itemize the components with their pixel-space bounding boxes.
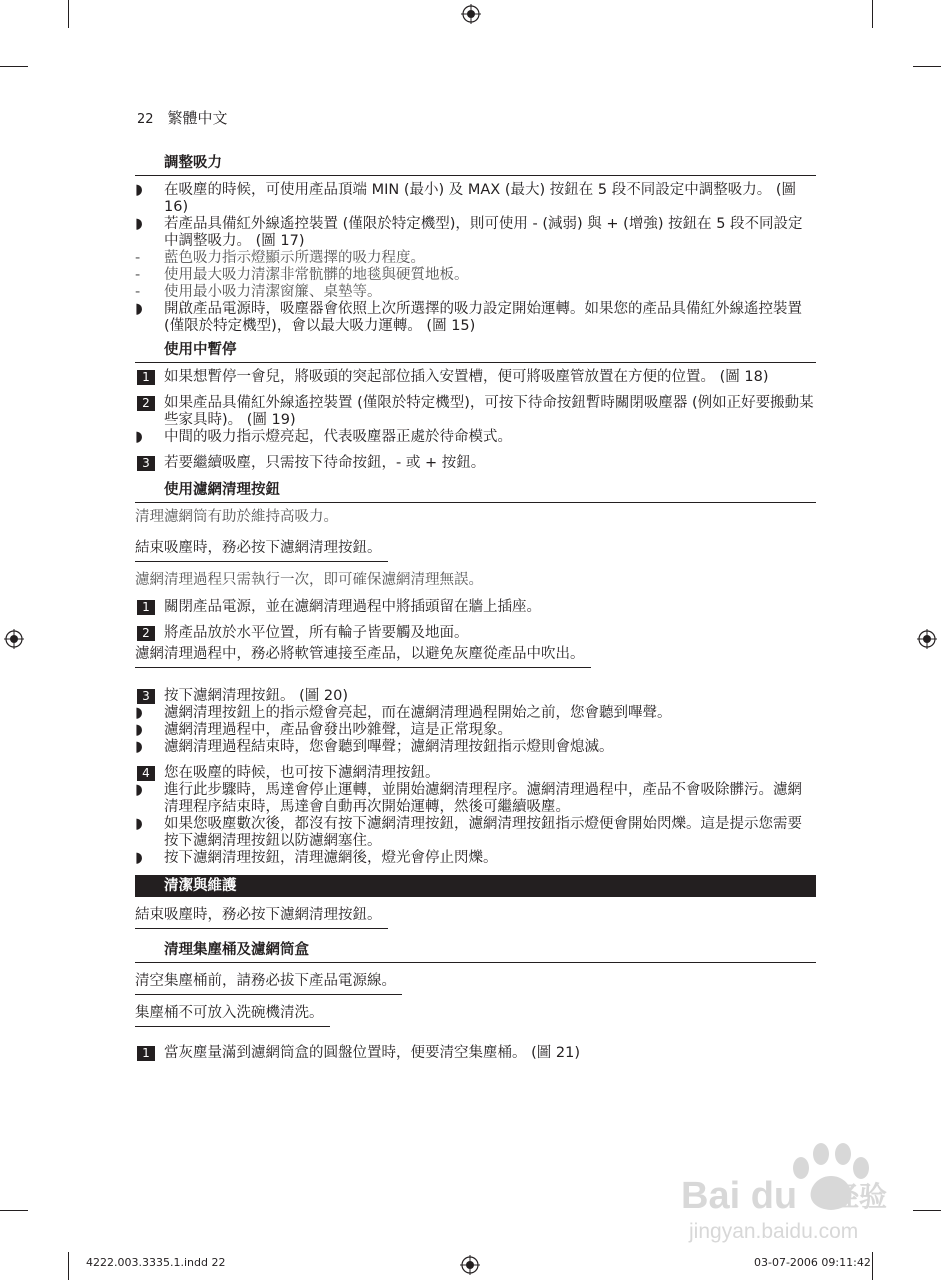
crop-mark-bottom-right-h xyxy=(913,1210,941,1211)
bullet-icon: ◗ xyxy=(135,850,143,866)
bullet-icon: ◗ xyxy=(135,782,143,798)
dash-icon: - xyxy=(135,250,141,266)
watermark-url: jingyan.baidu.com xyxy=(689,1220,859,1243)
step-number-badge: 4 xyxy=(137,766,155,781)
crop-mark-top-left-h xyxy=(0,66,28,67)
list-item: ◗ 開啟產品電源時，吸塵器會依照上次所選擇的吸力設定開始運轉。如果您的產品具備紅外線遙控裝置 (僅限於特定機型)，會以最大吸力運轉。 (圖 15) xyxy=(135,301,802,334)
step-number-badge: 2 xyxy=(137,626,155,641)
intro-text: 清理濾網筒有助於維持高吸力。 xyxy=(135,509,338,525)
crop-mark-top-right-v xyxy=(872,0,873,28)
step-item: 2 將產品放於水平位置，所有輪子皆要觸及地面。 xyxy=(135,625,816,642)
note-text: 濾網清理過程只需執行一次，即可確保濾網清理無誤。 xyxy=(135,572,483,588)
section-title-cleaning-maintenance: 清潔與維護 xyxy=(135,875,816,897)
warning-text: 結束吸塵時，務必按下濾網清理按鈕。 xyxy=(135,907,388,929)
step-number-badge: 1 xyxy=(137,370,155,385)
warning-text: 清空集塵桶前，請務必拔下產品電源線。 xyxy=(135,973,402,995)
page-header xyxy=(137,107,228,128)
dash-icon: - xyxy=(135,284,141,300)
list-item: ◗ 濾網清理過程結束時，您會聽到嗶聲；濾網清理按鈕指示燈則會熄滅。 xyxy=(135,739,614,755)
bullet-icon: ◗ xyxy=(135,182,143,198)
step-item: 4 您在吸塵的時候，也可按下濾網清理按鈕。 xyxy=(135,765,816,782)
language-title: 繁體中文 xyxy=(167,109,228,127)
section-title-pause: 使用中暫停 xyxy=(135,341,816,363)
footer-file: 4222.003.3335.1.indd 22 xyxy=(86,1256,226,1269)
list-item: - 藍色吸力指示燈顯示所選擇的吸力程度。 xyxy=(135,250,425,266)
bullet-icon: ◗ xyxy=(135,739,143,755)
document-body xyxy=(135,154,816,1062)
list-item: ◗ 按下濾網清理按鈕，清理濾網後，燈光會停止閃爍。 xyxy=(135,850,498,866)
footer-datetime: 03-07-2006 09:11:42 xyxy=(754,1256,871,1269)
step-number-badge: 2 xyxy=(137,396,155,411)
registration-mark-icon xyxy=(461,4,481,24)
bullet-icon: ◗ xyxy=(135,429,143,445)
list-item: - 使用最小吸力清潔窗簾、桌墊等。 xyxy=(135,284,382,300)
step-number-badge: 1 xyxy=(137,600,155,615)
list-item: ◗ 濾網清理過程中，產品會發出吵雜聲，這是正常現象。 xyxy=(135,722,512,738)
step-item: 3 若要繼續吸塵，只需按下待命按鈕，- 或 + 按鈕。 xyxy=(135,455,816,472)
list-item: ◗ 如果您吸塵數次後，都沒有按下濾網清理按鈕，濾網清理按鈕指示燈便會開始閃爍。這是提示您需要按下濾網清理按鈕以防濾網塞住。 xyxy=(135,816,802,849)
registration-mark-icon xyxy=(4,629,24,649)
step-item: 3 按下濾網清理按鈕。 (圖 20) xyxy=(135,688,816,705)
watermark-product: 经验 xyxy=(831,1180,888,1213)
step-number-badge: 1 xyxy=(137,1046,155,1061)
bullet-icon: ◗ xyxy=(135,722,143,738)
crop-mark-bottom-left-v xyxy=(68,1252,69,1280)
dash-icon: - xyxy=(135,267,141,283)
list-item: - 使用最大吸力清潔非常骯髒的地毯與硬質地板。 xyxy=(135,267,469,283)
step-item: 1 如果想暫停一會兒，將吸頭的突起部位插入安置槽，便可將吸塵管放置在方便的位置。 (圖 18) xyxy=(135,369,816,386)
section-title-empty-bin: 清理集塵桶及濾網筒盒 xyxy=(135,941,816,963)
baidu-jingyan-watermark xyxy=(681,1138,891,1258)
step-number-badge: 3 xyxy=(137,689,155,704)
list-item: ◗ 濾網清理按鈕上的指示燈會亮起，而在濾網清理過程開始之前，您會聽到嗶聲。 xyxy=(135,705,672,721)
crop-mark-top-right-h xyxy=(913,66,941,67)
section-title-adjust-suction: 調整吸力 xyxy=(135,154,816,176)
bullet-icon: ◗ xyxy=(135,705,143,721)
registration-mark-icon xyxy=(917,629,937,649)
crop-mark-top-left-v xyxy=(68,0,69,28)
crop-mark-bottom-left-h xyxy=(0,1210,28,1211)
warning-text: 結束吸塵時，務必按下濾網清理按鈕。 xyxy=(135,540,388,562)
step-item: 2 如果產品具備紅外線遙控裝置 (僅限於特定機型)，可按下待命按鈕暫時關閉吸塵器 (例如正好要搬動某些家具時)。 (圖 19) xyxy=(135,395,816,429)
section-title-filter-clean: 使用濾網清理按鈕 xyxy=(135,481,816,503)
bullet-icon: ◗ xyxy=(135,816,143,832)
step-item: 1 當灰塵量滿到濾網筒盒的圓盤位置時，便要清空集塵桶。 (圖 21) xyxy=(135,1045,816,1062)
step-item: 1 關閉產品電源，並在濾網清理過程中將插頭留在牆上插座。 xyxy=(135,599,816,616)
registration-mark-icon xyxy=(460,1255,480,1275)
step-number-badge: 3 xyxy=(137,456,155,471)
warning-text: 集塵桶不可放入洗碗機清洗。 xyxy=(135,1005,330,1027)
watermark-brand: Bai du xyxy=(681,1175,798,1217)
list-item: ◗ 若產品具備紅外線遙控裝置 (僅限於特定機型)，則可使用 - (減弱) 與 + (增強) 按鈕在 5 段不同設定中調整吸力。 (圖 17) xyxy=(135,216,803,249)
warning-text: 濾網清理過程中，務必將軟管連接至產品，以避免灰塵從產品中吹出。 xyxy=(135,646,591,668)
list-item: ◗ 進行此步驟時，馬達會停止運轉，並開始濾網清理程序。濾網清理過程中，產品不會吸除髒污。濾網清理程序結束時，馬達會自動再次開始運轉，然後可繼續吸塵。 xyxy=(135,782,802,815)
list-item: ◗ 中間的吸力指示燈亮起，代表吸塵器正處於待命模式。 xyxy=(135,429,512,445)
list-item: ◗ 在吸塵的時候，可使用產品頂端 MIN (最小) 及 MAX (最大) 按鈕在 5 段不同設定中調整吸力。 (圖 16) xyxy=(135,182,796,215)
page-number: 22 xyxy=(137,112,154,127)
bullet-icon: ◗ xyxy=(135,301,143,317)
bullet-icon: ◗ xyxy=(135,216,143,232)
